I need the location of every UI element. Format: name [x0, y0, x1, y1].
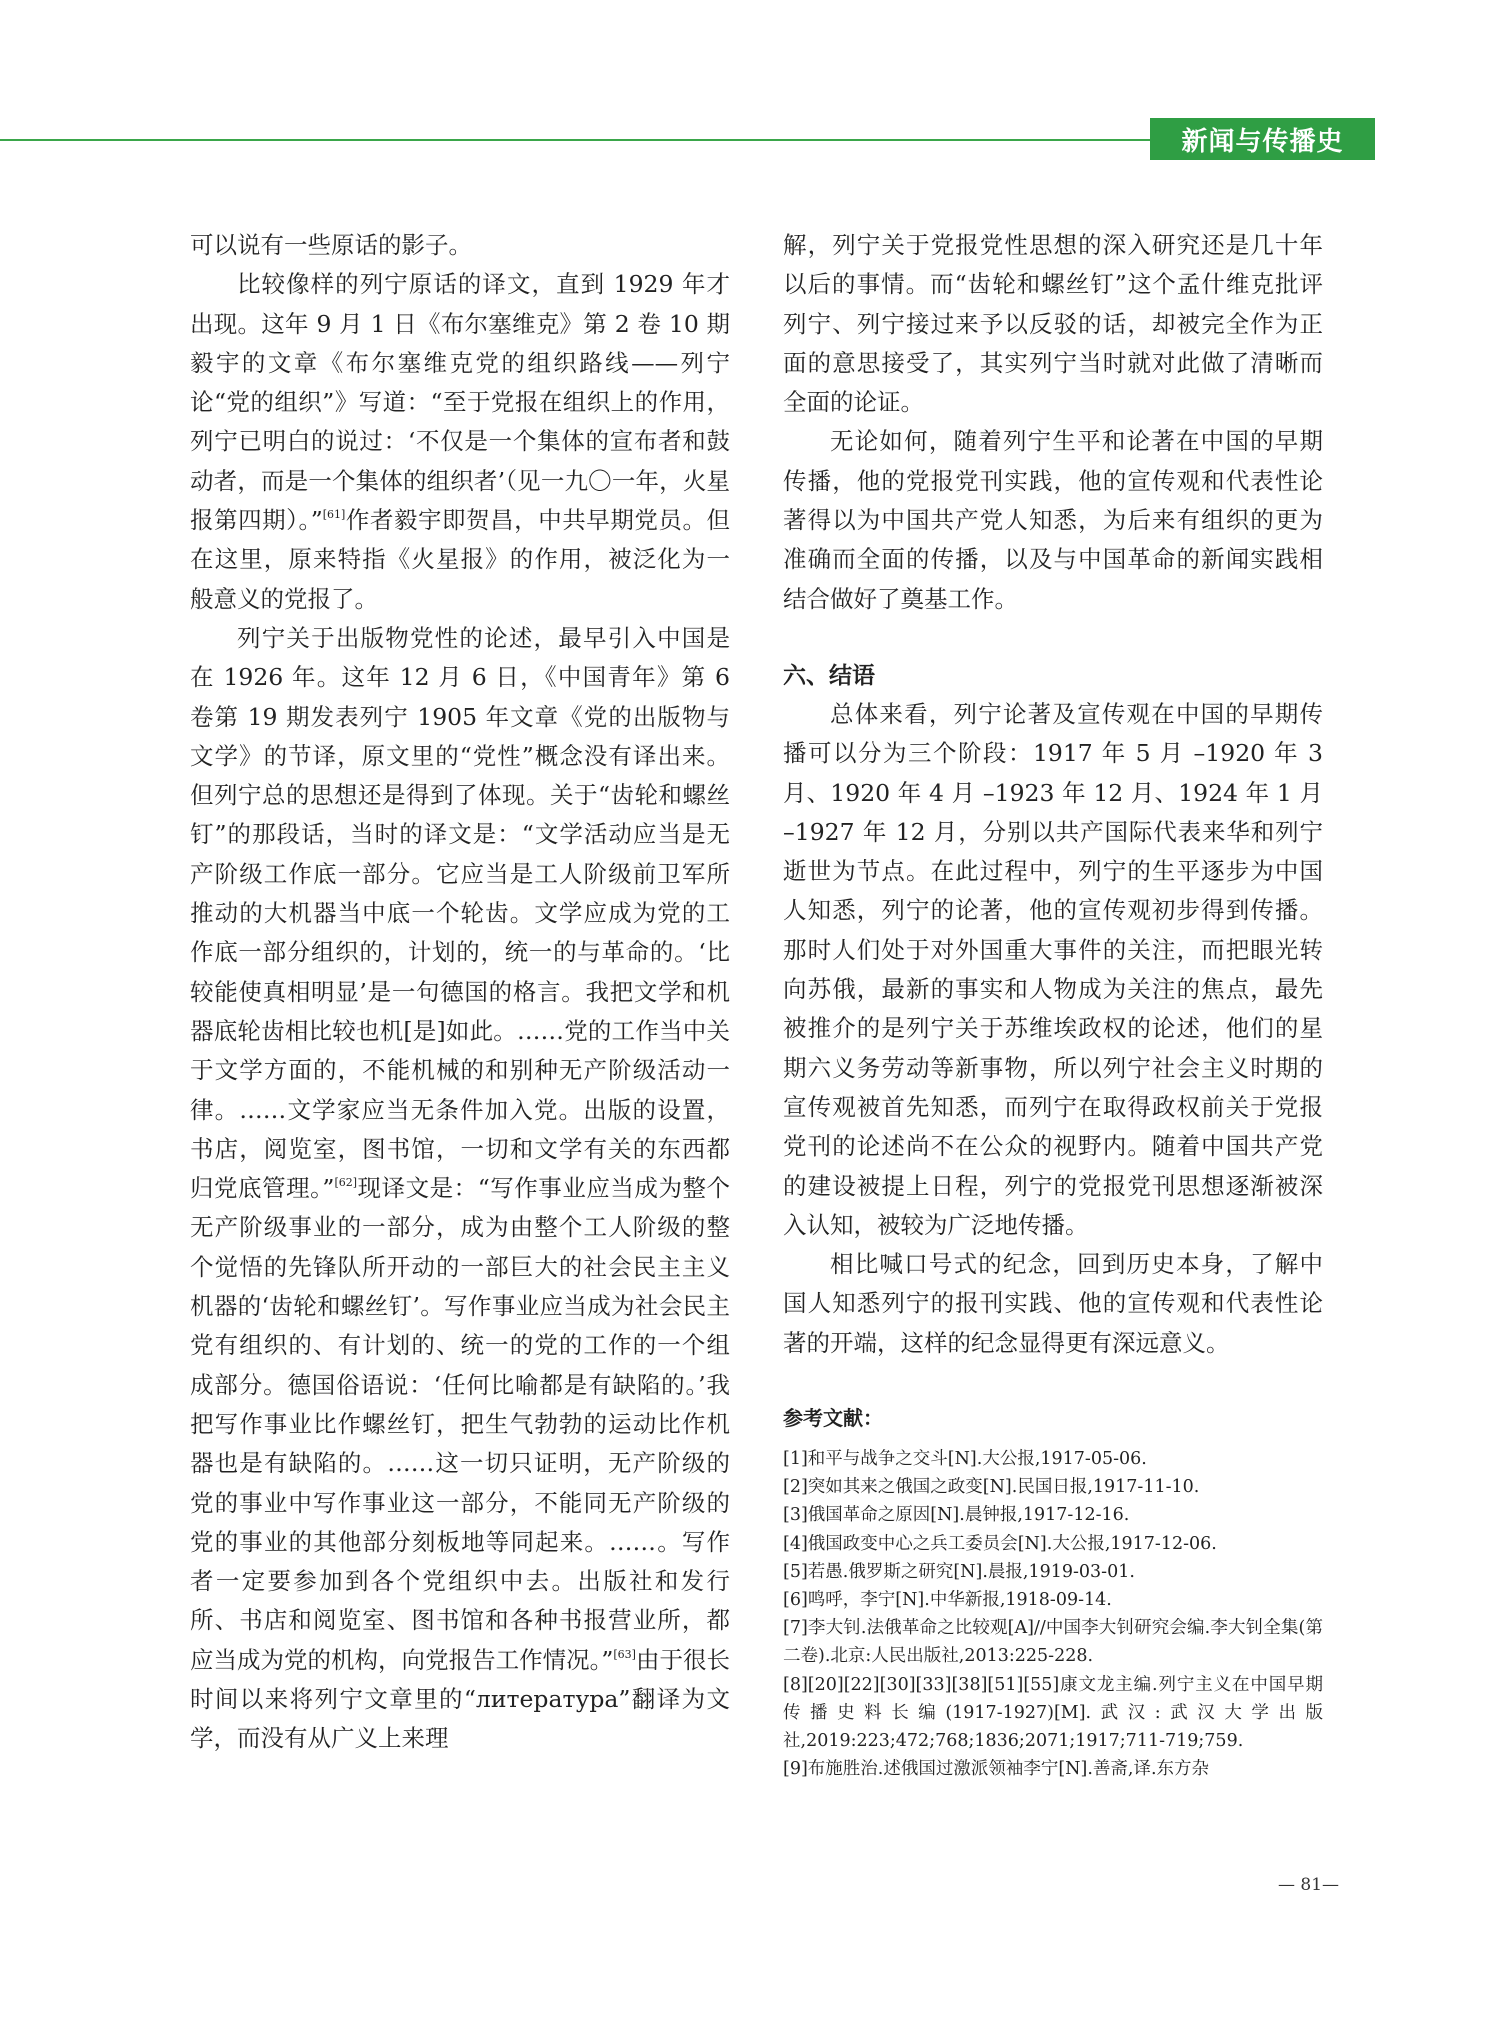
reference-item: [5]若愚.俄罗斯之研究[N].晨报,1919-03-01.	[783, 1561, 1135, 1582]
page-number: — 81—	[1278, 1875, 1340, 1895]
left-column	[190, 226, 730, 1759]
reference-item: [3]俄国革命之原因[N].晨钟报,1917-12-16.	[783, 1505, 1130, 1526]
header-rule	[0, 139, 1160, 141]
paragraph: 总体来看，列宁论著及宣传观在中国的早期传播可以分为三个阶段：1917 年 5 月 –1920 年 3 月、1920 年 4 月 –1923 年 12 月、1924 年 1 月 –1927 年 12 月，分别以共产国际代表来华和列宁逝世为节点。在此过程中，列宁的生平逐步为中国人知悉，列宁的论著，他的宣传观初步得到传播。那时人们处于对外国重大事件的关注，而把眼光转向苏俄，最新的事实和人物成为关注的焦点，最先被推介的是列宁关于苏维埃政权的论述，他们的星期六义务劳动等新事物，所以列宁社会主义时期的宣传观被首先知悉，而列宁在取得政权前关于党报党刊的论述尚不在公众的视野内。随着中国共产党的建设被提上日程，列宁的党报党刊思想逐渐被深入认知，被较为广泛地传播。	[783, 699, 1323, 1239]
reference-item: [2]突如其来之俄国之政变[N].民国日报,1917-11-10.	[783, 1477, 1200, 1498]
reference-item: [4]俄国政变中心之兵工委员会[N].大公报,1917-12-06.	[783, 1533, 1217, 1554]
citation-mark: [63]	[613, 1647, 636, 1661]
reference-item: [8][20][22][30][33][38][51][55]康文龙主编.列宁主义在中国早期传播史料长编(1917-1927)[M].武汉:武汉大学出版社,2019:223;472;768;1836;2071;1917;711-719;759.	[783, 1674, 1323, 1752]
reference-item: [1]和平与战争之交斗[N].大公报,1917-05-06.	[783, 1449, 1147, 1470]
paragraph: 无论如何，随着列宁生平和论著在中国的早期传播，他的党报党刊实践，他的宣传观和代表性论著得以为中国共产党人知悉，为后来有组织的更为准确而全面的传播，以及与中国革命的新闻实践相结合做好了奠基工作。	[783, 427, 1323, 613]
section-heading: 六、结语	[783, 662, 875, 689]
paragraph: 比较像样的列宁原话的译文，直到 1929 年才出现。这年 9 月 1 日《布尔塞维克》第 2 卷 10 期毅宇的文章《布尔塞维克党的组织路线——列宁论“党的组织”》写道：“至于党报在组织上的作用，列宁已明白的说过：‘不仅是一个集体的宣布者和鼓动者，而是一个集体的组织者’（见一九〇一年，火星报第四期）。”[61]作者毅宇即贺昌，中共早期党员。但在这里，原来特指《火星报》的作用，被泛化为一般意义的党报了。	[190, 270, 731, 613]
paragraph: 解，列宁关于党报党性思想的深入研究还是几十年以后的事情。而“齿轮和螺丝钉”这个孟什维克批评列宁、列宁接过来予以反驳的话，却被完全作为正面的意思接受了，其实列宁当时就对此做了清晰而全面的论证。	[783, 231, 1323, 417]
paragraph: 相比喊口号式的纪念，回到历史本身，了解中国人知悉列宁的报刊实践、他的宣传观和代表性论著的开端，这样的纪念显得更有深远意义。	[783, 1250, 1323, 1357]
section-label: 新闻与传播史	[1150, 118, 1375, 160]
citation-mark: [61]	[322, 508, 346, 522]
right-column	[783, 226, 1323, 1783]
reference-item: [7]李大钊.法俄革命之比较观[A]//中国李大钊研究会编.李大钊全集(第二卷).北京:人民出版社,2013:225-228.	[783, 1618, 1323, 1667]
reference-list	[783, 1445, 1323, 1783]
citation-mark: [62]	[334, 1176, 358, 1190]
paragraph: 列宁关于出版物党性的论述，最早引入中国是在 1926 年。这年 12 月 6 日，《中国青年》第 6 卷第 19 期发表列宁 1905 年文章《党的出版物与文学》的节译，原文里的“党性”概念没有译出来。但列宁总的思想还是得到了体现。关于“齿轮和螺丝钉”的那段话，当时的译文是：“文学活动应当是无产阶级工作底一部分。它应当是工人阶级前卫军所推动的大机器当中底一个轮齿。文学应成为党的工作底一部分组织的，计划的，统一的与革命的。‘比较能使真相明显’是一句德国的格言。我把文学和机器底轮齿相比较也机[是]如此。……党的工作当中关于文学方面的，不能机械的和别种无产阶级活动一律。……文学家应当无条件加入党。出版的设置，书店，阅览室，图书馆，一切和文学有关的东西都归党底管理。”[62]现译文是：“写作事业应当成为整个无产阶级事业的一部分，成为由整个工人阶级的整个觉悟的先锋队所开动的一部巨大的社会民主主义机器的‘齿轮和螺丝钉’。写作事业应当成为社会民主党有组织的、有计划的、统一的党的工作的一个组成部分。德国俗语说：‘任何比喻都是有缺陷的。’我把写作事业比作螺丝钉，把生气勃勃的运动比作机器也是有缺陷的。……这一切只证明，无产阶级的党的事业中写作事业这一部分，不能同无产阶级的党的事业的其他部分刻板地等同起来。……。写作者一定要参加到各个党组织中去。出版社和发行所、书店和阅览室、图书馆和各种书报营业所，都应当成为党的机构，向党报告工作情况。”[63]由于很长时间以来将列宁文章里的“литература”翻译为文学，而没有从广义上来理	[190, 623, 731, 1753]
references-title: 参考文献：	[783, 1406, 883, 1431]
paragraph: 可以说有一些原话的影子。	[190, 231, 472, 259]
reference-item: [6]鸣呼，李宁[N].中华新报,1918-09-14.	[783, 1590, 1112, 1611]
reference-item: [9]布施胜治.述俄国过激派领袖李宁[N].善斋,译.东方杂	[783, 1759, 1210, 1780]
